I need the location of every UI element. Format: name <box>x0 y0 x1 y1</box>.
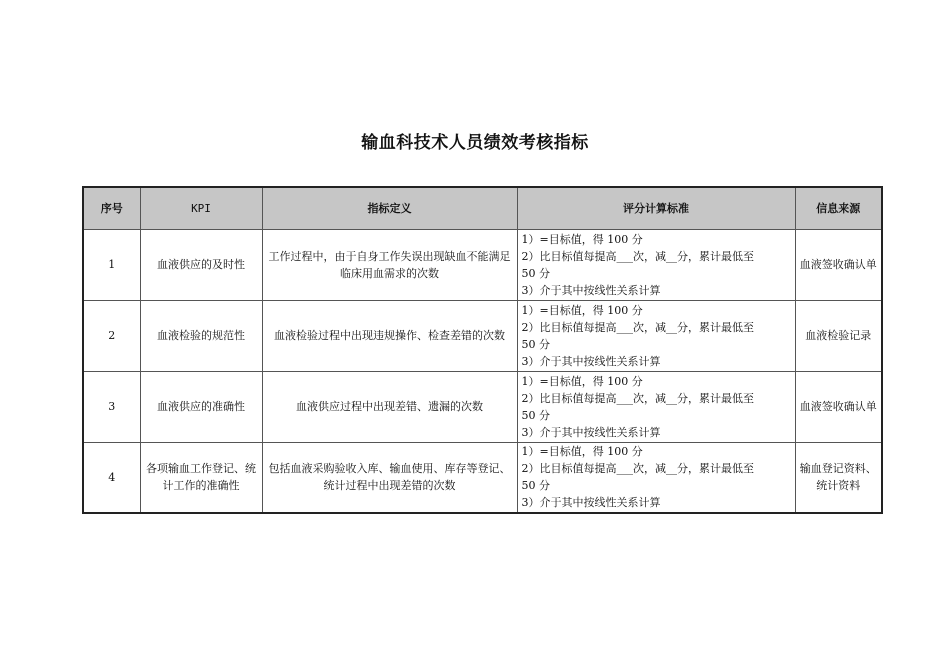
row-kpi: 各项输血工作登记、统计工作的准确性 <box>140 442 262 513</box>
row-definition: 血液检验过程中出现违规操作、检查差错的次数 <box>262 300 517 371</box>
criteria-line: 50 分 <box>521 479 550 493</box>
criteria-line: 50 分 <box>521 337 550 351</box>
row-criteria <box>517 442 795 513</box>
page-title: 输血科技术人员绩效考核指标 <box>361 133 589 153</box>
row-source: 血液签收确认单 <box>795 229 882 300</box>
row-definition: 包括血液采购验收入库、输血使用、库存等登记、统计过程中出现差错的次数 <box>262 442 517 513</box>
criteria-line: 3）介于其中按线性关系计算 <box>521 425 661 439</box>
row-criteria <box>517 371 795 442</box>
row-criteria <box>517 300 795 371</box>
criteria-line: 2）比目标值每提高___次，减__分，累计最低至 <box>521 320 754 334</box>
header-criteria: 评分计算标准 <box>517 187 795 229</box>
row-kpi: 血液供应的准确性 <box>140 371 262 442</box>
criteria-line: 3）介于其中按线性关系计算 <box>521 283 661 297</box>
header-kpi: KPI <box>140 187 262 229</box>
criteria-line: 3）介于其中按线性关系计算 <box>521 354 661 368</box>
criteria-line: 1）=目标值，得 100 分 <box>521 303 643 317</box>
row-kpi: 血液供应的及时性 <box>140 229 262 300</box>
header-definition: 指标定义 <box>262 187 517 229</box>
row-definition: 血液供应过程中出现差错、遗漏的次数 <box>262 371 517 442</box>
row-index: 4 <box>83 442 140 513</box>
table-row <box>83 300 882 371</box>
criteria-line: 2）比目标值每提高___次，减__分，累计最低至 <box>521 391 754 405</box>
table-row <box>83 371 882 442</box>
table-row <box>83 442 882 513</box>
criteria-line: 1）=目标值，得 100 分 <box>521 232 643 246</box>
header-row <box>83 187 882 229</box>
criteria-line: 2）比目标值每提高___次，减__分，累计最低至 <box>521 249 754 263</box>
row-source: 血液签收确认单 <box>795 371 882 442</box>
header-source: 信息来源 <box>795 187 882 229</box>
criteria-line: 1）=目标值，得 100 分 <box>521 374 643 388</box>
criteria-line: 50 分 <box>521 266 550 280</box>
row-criteria <box>517 229 795 300</box>
row-index: 1 <box>83 229 140 300</box>
criteria-line: 1）=目标值，得 100 分 <box>521 445 643 459</box>
row-definition: 工作过程中，由于自身工作失误出现缺血不能满足临床用血需求的次数 <box>262 229 517 300</box>
table-body <box>83 229 882 513</box>
criteria-line: 3）介于其中按线性关系计算 <box>521 496 661 510</box>
table-row <box>83 229 882 300</box>
criteria-line: 2）比目标值每提高___次，减__分，累计最低至 <box>521 462 754 476</box>
row-index: 3 <box>83 371 140 442</box>
row-index: 2 <box>83 300 140 371</box>
row-source: 血液检验记录 <box>795 300 882 371</box>
header-index: 序号 <box>83 187 140 229</box>
kpi-table <box>82 186 883 514</box>
row-kpi: 血液检验的规范性 <box>140 300 262 371</box>
criteria-line: 50 分 <box>521 408 550 422</box>
table-header <box>83 187 882 229</box>
row-source: 输血登记资料、统计资料 <box>795 442 882 513</box>
